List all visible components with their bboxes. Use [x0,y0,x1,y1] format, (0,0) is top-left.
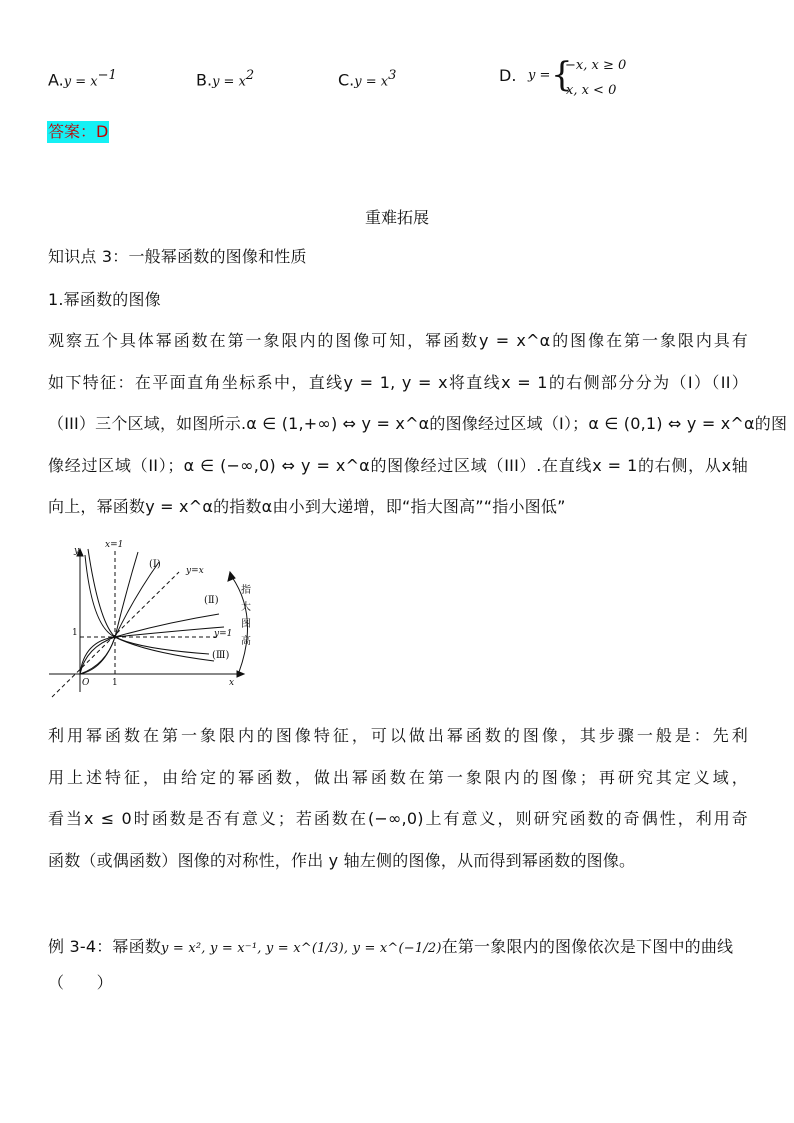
example-label: 例 3-4： [48,937,113,956]
option-c [338,66,396,92]
para2-line: 用上述特征，由给定的幂函数，做出幂函数在第一象限内的图像；再研究其定义域， [48,768,748,787]
knowledge-point-heading: 知识点 3：一般幂函数的图像和性质 [48,247,307,266]
option-b [196,66,254,92]
option-c-exponent: 3 [388,68,397,83]
option-d-brace: { [551,55,573,95]
option-a-exponent: −1 [97,68,117,83]
answer-highlight: 答案：D [48,122,109,141]
label-origin: O [82,678,90,688]
example-blank: （ ） [48,973,113,992]
power-function-figure [44,537,254,699]
option-b-exponent: 2 [245,68,255,83]
subheading: 1.幂函数的图像 [48,290,161,309]
option-b-label: B. [196,70,213,90]
label-region2: (Ⅱ) [204,595,219,606]
option-d-lhs: y = [528,68,551,83]
label-one-x: 1 [112,678,118,688]
label-y1: y=1 [214,629,233,639]
label-region3: (Ⅲ) [212,650,230,661]
option-d-label: D. [499,66,517,85]
para1-line: 观察五个具体幂函数在第一象限内的图像可知，幂函数y = x^α的图像在第一象限内具有 [48,331,748,350]
para2-line: 函数（或偶函数）图像的对称性，作出 y 轴左侧的图像，从而得到幂函数的图像。 [48,851,636,870]
option-b-expr: y = x [212,74,246,90]
option-a-expr: y = x [63,74,98,90]
label-x1: x=1 [105,540,124,550]
option-d-case1: −x, x ≥ 0 [565,58,627,73]
option-c-label: C. [338,70,355,90]
option-a [48,66,117,92]
para1-line: 像经过区域（II）；α ∈ (−∞,0) ⇔ y = x^α的图像经过区域（III）.在直线x = 1的右侧，从x轴 [48,456,748,475]
para1-line: 向上，幂函数y = x^α的指数α由小到大递增，即“指大图高”“指小图低” [48,497,566,516]
para1-line: （III）三个区域，如图所示.α ∈ (1,+∞) ⇔ y = x^α的图像经过区域（I）；α ∈ (0,1) ⇔ y = x^α的图 [48,414,788,433]
arrow-text-2: 大 [241,602,251,613]
label-yx: y=x [186,566,204,576]
para1-line: 如下特征：在平面直角坐标系中，直线y = 1, y = x将直线x = 1的右侧部分分为（I）（II） [48,373,748,392]
label-region1: (Ⅰ) [149,559,161,570]
example-functions: y = x², y = x⁻¹, y = x^(1/3), y = x^(−1/2) [161,941,442,956]
label-x: x [229,678,235,688]
curve-region-1-a [80,552,138,674]
example-text-after: 在第一象限内的图像依次是下图中的曲线 [441,937,734,956]
x-axis-arrow [237,671,244,677]
option-c-expr: y = x [354,74,389,90]
arrow-text-1: 指 [241,585,251,596]
arrow-text-4: 高 [241,636,251,647]
section-title: 重难拓展 [364,208,429,227]
para2-line: 利用幂函数在第一象限内的图像特征，可以做出幂函数的图像，其步骤一般是：先利 [48,726,748,745]
label-y: y [74,546,80,556]
option-d-case2: x, x < 0 [566,83,617,98]
para2-line: 看当x ≤ 0时函数是否有意义；若函数在(−∞,0)上有意义，则研究函数的奇偶性，利用奇 [48,809,748,828]
example-line [48,937,748,959]
option-d [499,66,516,86]
label-one-y: 1 [72,628,78,638]
curve-region-2-b [80,627,224,674]
option-a-label: A. [48,70,64,90]
example-text-before: 幂函数 [112,937,162,956]
arrow-text-3: 图 [241,619,251,630]
